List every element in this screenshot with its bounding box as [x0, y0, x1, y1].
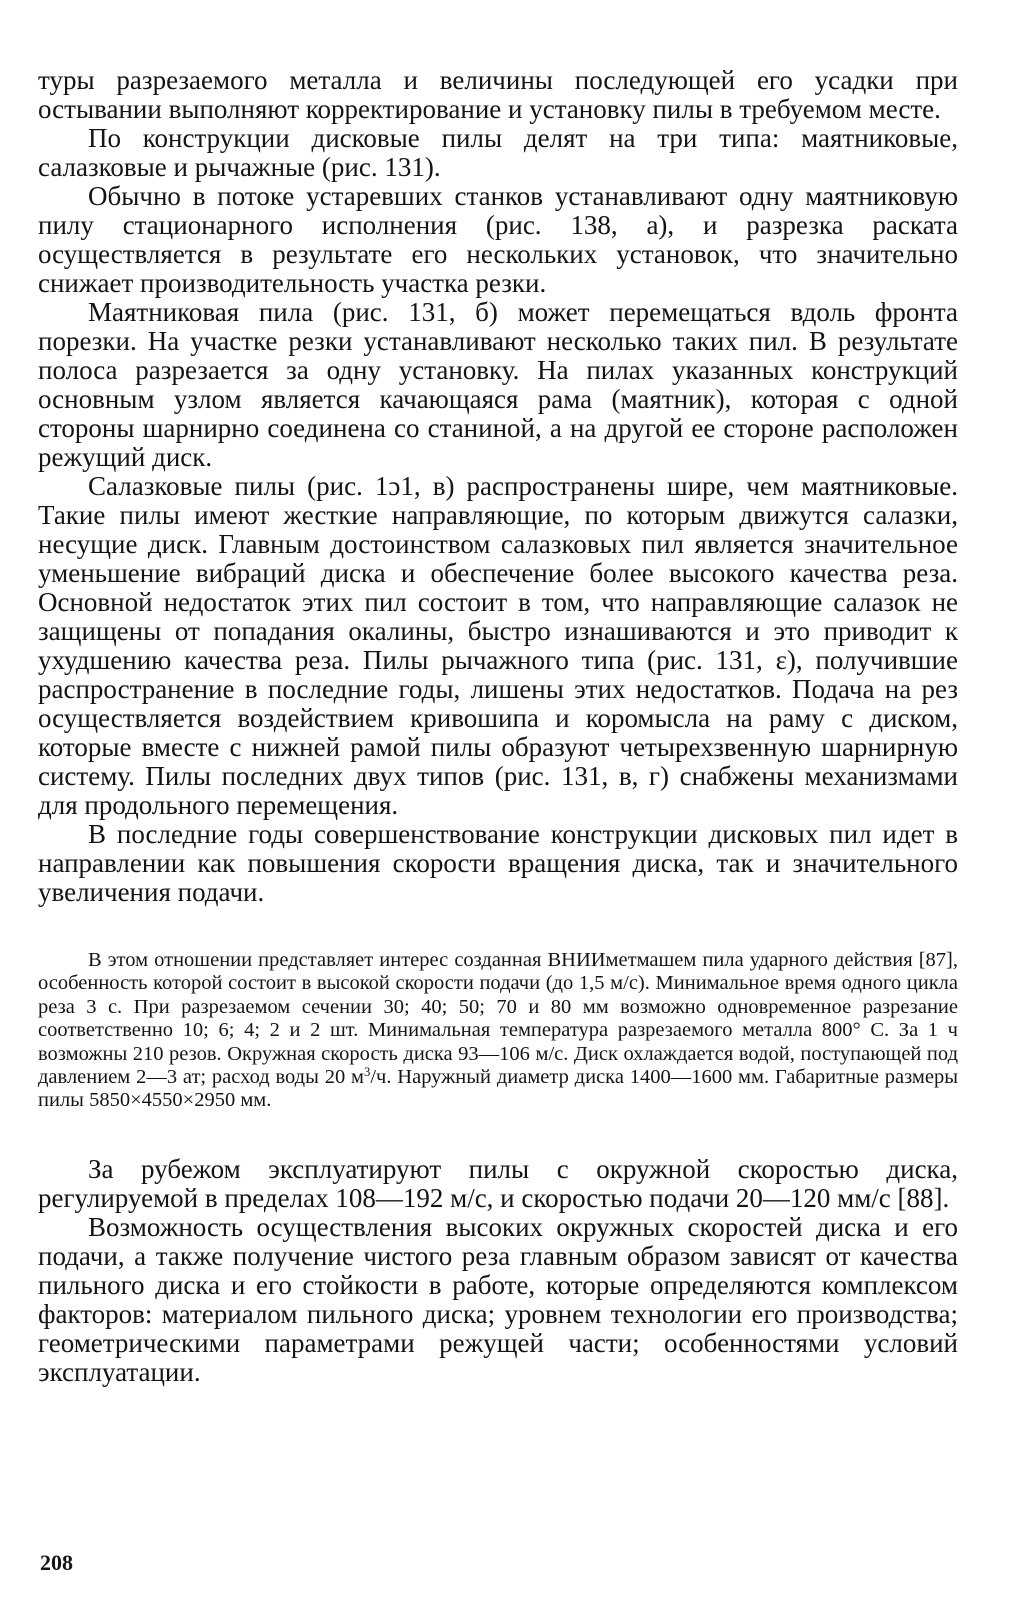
note-text-part1: В этом отношении представляет интерес созданная ВНИИметмашем пила ударного действия [87], особенность которой состоит в высокой скорости подачи (до 1,5 м/с). Минимальное время одного цикла реза 3 с. При разрезаемом сечении 30; 40; 50; 70 и 80 мм возможно одновременное разрезание соответственно 10; 6; 4; 2 и 2 шт. Минимальная температура разрезаемого металла 800° С. За 1 ч возможны 210 резов. Окружная скорость диска 93—106 м/с. Диск охлаждается водой, поступающей под давлением 2—3 ат; расход воды 20 м [38, 949, 958, 1089]
main-text-continued [38, 1155, 958, 1387]
paragraph-abroad: За рубежом эксплуатируют пилы с окружной скоростью диска, регулируемой в пределах 108—192 м/с, и скоростью подачи 20—120 мм/с [88]. [38, 1153, 958, 1213]
page-number: 208 [40, 1550, 73, 1575]
paragraph-stationary-saw: Обычно в потоке устаревших станков устанавливают одну маятниковую пилу стационарного исполнения (рис. 138, а), и разрезка раската осуществляется в результате его нескольких установок, что значительно снижает производительность участка резки. [38, 181, 958, 298]
small-print-note [38, 949, 958, 1113]
paragraph-sled-saw: Салазковые пилы (рис. 1ɔ1, в) распространены шире, чем маятниковые. Такие пилы имеют жесткие направляющие, по которым движутся салазки, несущие диск. Главным достоинством салазковых пил является значительное уменьшение вибраций диска и обеспечение более высокого качества реза. Основной недостаток этих пил состоит в том, что направляющие салазок не защищены от попадания окалины, быстро изнашиваются и это приводит к ухудшению качества реза. Пилы рычажного типа (рис. 131, ɛ), получившие распространение в последние годы, лишены этих недостатков. Подача на рез осуществляется воздействием кривошипа и коромысла на раму с диском, которые вместе с нижней рамой пилы образуют четырехзвенную шарнирную систему. Пилы последних двух типов (рис. 131, в, г) снабжены механизмами для продольного перемещения. [38, 471, 958, 820]
paragraph-factors: Возможность осуществления высоких окружных скоростей диска и его подачи, а также получение чистого реза главным образом зависят от качества пильного диска и его стойкости в работе, которые определяются комплексом факторов: материалом пильного диска; уровнем технологии его производства; геометрическими параметрами режущей части; особенностями условий эксплуатации. [38, 1211, 958, 1387]
paragraph-pendulum-saw: Маятниковая пила (рис. 131, б) может перемещаться вдоль фронта порезки. На участке резки устанавливают несколько таких пил. В результате полоса разрезается за одну установку. На пилах указанных конструкций основным узлом является качающаяся рама (маятник), которая с одной стороны шарнирно соединена со станиной, а на другой ее стороне расположен режущий диск. [38, 297, 958, 472]
paragraph-improvements: В последние годы совершенствование конструкции дисковых пил идет в направлении как повышения скорости вращения диска, так и значительного увеличения подачи. [38, 819, 958, 907]
note-text-part2: /ч. Наружный диаметр диска 1400—1600 мм. Габаритные размеры пилы 5850×4550×2950 мм. [38, 1066, 958, 1112]
main-text [38, 66, 958, 907]
note-superscript: 3 [363, 1065, 371, 1080]
note-paragraph [38, 949, 958, 1113]
paragraph-continued: туры разрезаемого металла и величины последующей его усадки при остывании выполняют корректирование и установку пилы в требуемом месте. [38, 65, 958, 124]
paragraph-saw-types: По конструкции дисковые пилы делят на три типа: маятниковые, салазковые и рычажные (рис. 131). [38, 123, 958, 182]
page-body [38, 66, 958, 1387]
